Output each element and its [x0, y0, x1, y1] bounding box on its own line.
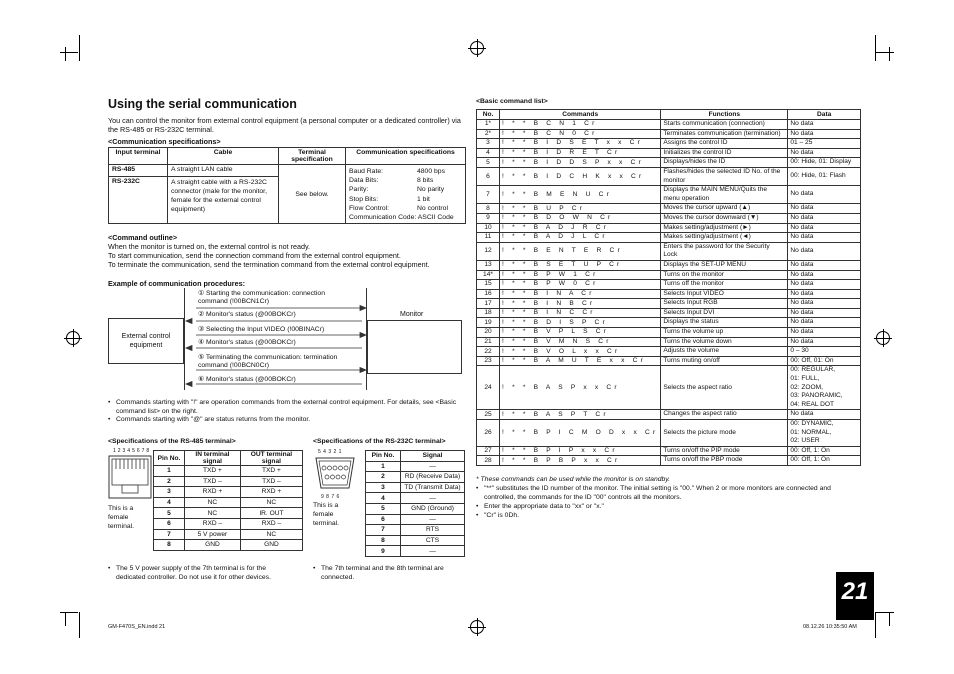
crop-mark [79, 35, 80, 61]
command-function: Displays the SET-UP MENU [661, 260, 788, 270]
command-function: Initializes the control ID [661, 148, 788, 158]
command-row [477, 456, 861, 466]
command-code: ! * * B S E T U P Cr [500, 260, 661, 270]
command-code: ! * * B P W 1 Cr [500, 270, 661, 280]
command-function: Makes setting/adjustment (◄) [661, 233, 788, 243]
command-data: 0 – 30 [788, 347, 861, 357]
command-code: ! * * B P I P x x Cr [500, 446, 661, 456]
command-data: 00: DYNAMIC, 01: NORMAL, 02: USER [788, 420, 861, 447]
command-data: No data [788, 148, 861, 158]
command-no: 3 [477, 139, 500, 149]
note-left: Commands starting with "@" are status returns from the monitor. [116, 416, 311, 423]
registration-mark-icon [66, 331, 80, 345]
crop-mark [889, 612, 890, 626]
crop-mark [875, 612, 876, 638]
command-code: ! * * B U P Cr [500, 204, 661, 214]
command-code: ! * * B A D J L Cr [500, 233, 661, 243]
command-data: No data [788, 299, 861, 309]
command-row [477, 148, 861, 158]
rs232-note: The 7th terminal and the 8th terminal are connected. [321, 565, 444, 581]
command-row [477, 308, 861, 318]
command-no: 22 [477, 347, 500, 357]
external-control-box: External control equipment [108, 318, 184, 364]
outline-heading: <Command outline> [108, 233, 178, 242]
command-data: No data [788, 337, 861, 347]
command-function: Adjusts the volume [661, 347, 788, 357]
command-no: 1* [477, 120, 500, 130]
command-row [477, 446, 861, 456]
command-code: ! * * B I D C H K x x Cr [500, 167, 661, 185]
command-row [477, 260, 861, 270]
command-code: ! * * B M E N U Cr [500, 186, 661, 204]
cable-cell: A straight cable with a RS-232C connector (male for the monitor, female for the external control equipment) [168, 177, 279, 224]
command-function: Turns off the monitor [661, 280, 788, 290]
rs232-bottom-pins: 9 8 7 6 [321, 494, 340, 500]
command-data: 00: Off, 1: On [788, 456, 861, 466]
command-data: No data [788, 213, 861, 223]
command-data: No data [788, 186, 861, 204]
command-data: No data [788, 308, 861, 318]
command-function: Changes the aspect ratio [661, 410, 788, 420]
command-code: ! * * B I N C Cr [500, 308, 661, 318]
crop-mark [60, 612, 78, 613]
note-xx: Enter the appropriate data to "xx" or "x." [484, 502, 604, 510]
outline-text: When the monitor is turned on, the external control is not ready. To start communication, send the connection command from the external control equipment. To terminate the communication, send the termination command from the external control equipment. [108, 242, 430, 270]
command-code: ! * * B C N 0 Cr [500, 129, 661, 139]
crop-mark [65, 612, 66, 626]
command-row [477, 356, 861, 366]
command-no: 12 [477, 242, 500, 260]
step-6: ⑥ Monitor's status (@00BOKCr) [198, 376, 296, 383]
command-no: 18 [477, 308, 500, 318]
terminal-cell: RS-232C [109, 177, 168, 224]
command-no: 26 [477, 420, 500, 447]
command-code: ! * * B V P L S Cr [500, 328, 661, 338]
rs485-note: The 5 V power supply of the 7th terminal is for the dedicated controller. Do not use it for other devices. [116, 565, 271, 581]
command-no: 7 [477, 186, 500, 204]
cmd-list-heading: <Basic command list> [476, 98, 548, 105]
crop-mark [60, 52, 78, 53]
command-function: Displays/hides the ID [661, 158, 788, 168]
comm-spec-heading: <Communication specifications> [108, 137, 221, 146]
command-row [477, 242, 861, 260]
command-function: Turns on/off the PIP mode [661, 446, 788, 456]
col-header: Input terminal [109, 148, 168, 165]
command-code: ! * * B I D D S P x x Cr [500, 158, 661, 168]
note-standby: * These commands can be used while the monitor is on standby. [476, 476, 671, 483]
step-2: ② Monitor's status (@00BOKCr) [198, 311, 296, 318]
command-code: ! * * B A S P T Cr [500, 410, 661, 420]
command-table: No. Commands Functions Data 1* ! * * B C N 1 Cr Starts communication (connection) No data 2* ! * * B C N 0 Cr Terminates communication (termination) No data 3 ! * * B I D S E T x x Cr Assigns the control ID 01 – 25 4 ! * * B I D R E T Cr Initializes the control ID No data 5 ! * * B I D D S P x x Cr Displays/hides the ID 00: Hide, 01: Display 6 ! * * B I D C H K x x Cr Flashes/hides the selected ID No. of the monitor 00: Hide, 01: Flash 7 ! * * B M E N U Cr Displays the MAIN MENU/Quits the menu operation No data 8 ! * * B U P Cr Moves the cursor upward (▲) No data 9 ! * * B D O W N Cr Moves the cursor downward (▼) No data 10 ! * * B A D J R Cr Makes setting/adjustment (►) No data 11 ! * * B A D J L Cr Makes setting/adjustment (◄) No data 12 ! * * B E N T E R Cr Enters the password for the Security Lock No data 13 ! * * B S E T U P Cr Displays the SET-UP MENU No data 14* ! * * B P W 1 Cr Turns on the monitor No data 15 ! * * B P W 0 Cr Turns off the monitor No data 16 ! * * B I N A Cr Selects Input VIDEO No data 17 ! * * B I N B Cr Selects Input RGB No data 18 ! * * B I N C Cr Selects Input DVI No data 19 ! * * B D I S P Cr Displays the status No data 20 ! * * B V P L S Cr Turns the volume up No data 21 ! * * B V M N S Cr Turns the volume down No data 22 ! * * B V O L x x Cr Adjusts the volume 0 – 30 23 ! * * B A M U T E x x Cr Turns muting on/off 00: Off, 01: On 24 ! * * B A S P x x Cr Selects the aspect ratio 00: REGULAR, 01: FULL, 02: ZOOM, 03: PANORAMIC, 04: REAL DOT 25 ! * * B A S P T Cr Changes the aspect ratio No data 26 ! * * B P I C M O D x x Cr Selects the picture mode 00: DYNAMIC, 01: NORMAL, 02: USER 27 ! * * B P I P x x Cr Turns on/off the PIP mode 00: Off, 1: On 28 ! * * B P B P x x Cr Turns on/off the PBP mode 00: Off, 1: On [476, 109, 861, 466]
col-header: Cable [168, 148, 279, 165]
command-data: No data [788, 233, 861, 243]
command-data: 01 – 25 [788, 139, 861, 149]
command-no: 10 [477, 223, 500, 233]
command-no: 11 [477, 233, 500, 243]
rs232-caption: This is a female terminal. [313, 502, 340, 527]
cable-cell: A straight LAN cable [168, 165, 279, 177]
command-no: 27 [477, 446, 500, 456]
command-no: 5 [477, 158, 500, 168]
command-no: 9 [477, 213, 500, 223]
command-no: 17 [477, 299, 500, 309]
registration-mark-icon [470, 620, 484, 634]
command-data: No data [788, 410, 861, 420]
footer-left: GM-F470S_EN.indd 21 [108, 624, 166, 630]
command-code: ! * * B P B P x x Cr [500, 456, 661, 466]
col-header: Terminal specification [279, 148, 346, 165]
command-code: ! * * B V O L x x Cr [500, 347, 661, 357]
command-function: Starts communication (connection) [661, 120, 788, 130]
command-row [477, 213, 861, 223]
monitor-label: Monitor [400, 311, 424, 318]
step-5: ⑤ Terminating the communication: termination command (!00BCN0Cr) [198, 354, 338, 370]
command-data: No data [788, 318, 861, 328]
rs485-caption: This is a female terminal. [108, 505, 135, 530]
command-function: Displays the status [661, 318, 788, 328]
command-row [477, 289, 861, 299]
command-function: Moves the cursor upward (▲) [661, 204, 788, 214]
command-data: No data [788, 289, 861, 299]
command-no: 28 [477, 456, 500, 466]
command-data: No data [788, 260, 861, 270]
example-heading: Example of communication procedures: [108, 279, 245, 288]
crop-mark [79, 612, 80, 638]
monitor-box [367, 320, 462, 374]
command-row [477, 318, 861, 328]
page-number: 21 [836, 572, 874, 620]
command-function: Terminates communication (termination) [661, 129, 788, 139]
command-row [477, 280, 861, 290]
command-function: Enters the password for the Security Lock [661, 242, 788, 260]
rs485-connector-icon [108, 455, 152, 499]
command-function: Selects the picture mode [661, 420, 788, 447]
crop-mark [876, 52, 894, 53]
command-code: ! * * B D O W N Cr [500, 213, 661, 223]
note-left: Commands starting with "!" are operation commands from the external control equipment. For details, see <Basic command list> on the right. [116, 399, 457, 415]
command-row [477, 299, 861, 309]
communication-spec-table [108, 147, 466, 224]
step-4: ④ Monitor's status (@00BOKCr) [198, 339, 296, 346]
comm-spec-cell: Baud Rate: 4800 bps Data Bits: 8 bits Parity: No parity Stop Bits: 1 bit Flow Control: No control Communication Code: ASCII Code [346, 165, 466, 224]
step-3: ③ Selecting the Input VIDEO (!00BINACr) [198, 326, 325, 333]
note-id: "**" substitutes the ID number of the monitor. The initial setting is "00." When 2 or more monitors are connected and controlled, the commands for the ID "00" controls all the monitors. [484, 484, 831, 501]
command-no: 15 [477, 280, 500, 290]
command-data: No data [788, 223, 861, 233]
command-row [477, 270, 861, 280]
rs232-connector-icon [313, 455, 357, 495]
command-code: ! * * B C N 1 Cr [500, 120, 661, 130]
registration-mark-icon [470, 41, 484, 55]
terminal-cell: RS-485 [109, 165, 168, 177]
command-data: 00: Hide, 01: Display [788, 158, 861, 168]
command-code: ! * * B D I S P Cr [500, 318, 661, 328]
terminal-spec-cell: See below. [279, 165, 346, 224]
command-function: Turns muting on/off [661, 356, 788, 366]
command-data: No data [788, 242, 861, 260]
command-row [477, 233, 861, 243]
crop-mark [65, 47, 66, 61]
command-row [477, 410, 861, 420]
col-header: Communication specifications [346, 148, 466, 165]
command-code: ! * * B A D J R Cr [500, 223, 661, 233]
command-no: 14* [477, 270, 500, 280]
command-function: Moves the cursor downward (▼) [661, 213, 788, 223]
rs232-pin-table: Pin No. Signal 1 — 2 RD (Receive Data) 3 TD (Transmit Data) 4 — 5 GND (Ground) 6 — 7 RTS 8 CTS 9 — [365, 450, 465, 557]
rs232-top-pins: 5 4 3 2 1 [318, 449, 342, 455]
command-data: No data [788, 280, 861, 290]
crop-mark [875, 35, 876, 61]
command-code: ! * * B E N T E R Cr [500, 242, 661, 260]
intro-text: You can control the monitor from external control equipment (a personal computer or a dedicated controller) via the RS-485 or RS-232C terminal. [108, 116, 461, 135]
footer-right: 08.12.26 10:35:50 AM [803, 624, 857, 630]
command-data: No data [788, 204, 861, 214]
command-code: ! * * B P W 0 Cr [500, 280, 661, 290]
step-1: ① Starting the communication: connection command (!00BCN1Cr) [198, 290, 325, 306]
command-function: Selects the aspect ratio [661, 366, 788, 410]
command-function: Turns the volume down [661, 337, 788, 347]
right-notes: * These commands can be used while the monitor is on standby. • "**" substitutes the ID number of the monitor. The initial setting is "00." When 2 or more monitors are connected and controlled, the commands for the ID "00" controls all the monitors. • Enter the appropriate data to "xx" or "x." • "Cr" is 0Dh. [476, 476, 861, 521]
command-code: ! * * B P I C M O D x x Cr [500, 420, 661, 447]
command-row [477, 139, 861, 149]
rs485-pin-numbers: 1 2 3 4 5 6 7 8 [113, 448, 150, 454]
command-no: 2* [477, 129, 500, 139]
command-code: ! * * B I D R E T Cr [500, 148, 661, 158]
command-no: 20 [477, 328, 500, 338]
command-function: Selects Input RGB [661, 299, 788, 309]
command-data: No data [788, 328, 861, 338]
command-row [477, 337, 861, 347]
command-no: 13 [477, 260, 500, 270]
command-function: Selects Input DVI [661, 308, 788, 318]
command-row [477, 158, 861, 168]
command-no: 21 [477, 337, 500, 347]
command-row [477, 366, 861, 410]
command-no: 19 [477, 318, 500, 328]
command-row [477, 347, 861, 357]
command-row [477, 186, 861, 204]
crop-mark [876, 612, 894, 613]
rs485-pin-table: Pin No. IN terminal signal OUT terminal signal 1 TXD + TXD + 2 TXD – TXD – 3 RXD + RXD + 4 NC NC 5 NC IR. OUT 6 RXD – RXD – 7 5 V power NC 8 GND GND [153, 450, 303, 551]
rs232-heading: <Specifications of the RS-232C terminal> [313, 438, 446, 445]
command-code: ! * * B A M U T E x x Cr [500, 356, 661, 366]
command-no: 4 [477, 148, 500, 158]
command-data: 00: REGULAR, 01: FULL, 02: ZOOM, 03: PANORAMIC, 04: REAL DOT [788, 366, 861, 410]
command-row [477, 204, 861, 214]
command-code: ! * * B I N A Cr [500, 289, 661, 299]
command-function: Flashes/hides the selected ID No. of the monitor [661, 167, 788, 185]
command-function: Selects Input VIDEO [661, 289, 788, 299]
command-no: 16 [477, 289, 500, 299]
command-no: 6 [477, 167, 500, 185]
command-code: ! * * B I D S E T x x Cr [500, 139, 661, 149]
command-no: 8 [477, 204, 500, 214]
command-function: Displays the MAIN MENU/Quits the menu operation [661, 186, 788, 204]
crop-mark [889, 47, 890, 61]
command-function: Turns the volume up [661, 328, 788, 338]
command-row [477, 328, 861, 338]
command-no: 24 [477, 366, 500, 410]
command-data: 00: Hide, 01: Flash [788, 167, 861, 185]
command-function: Makes setting/adjustment (►) [661, 223, 788, 233]
command-data: No data [788, 129, 861, 139]
page-title: Using the serial communication [108, 97, 297, 111]
command-data: No data [788, 120, 861, 130]
command-function: Turns on/off the PBP mode [661, 456, 788, 466]
note-cr: "Cr" is 0Dh. [484, 511, 520, 519]
command-data: 00: Off, 01: On [788, 356, 861, 366]
command-row [477, 129, 861, 139]
command-code: ! * * B A S P x x Cr [500, 366, 661, 410]
registration-mark-icon [876, 331, 890, 345]
command-row [477, 223, 861, 233]
command-code: ! * * B I N B Cr [500, 299, 661, 309]
command-code: ! * * B V M N S Cr [500, 337, 661, 347]
command-no: 25 [477, 410, 500, 420]
command-no: 23 [477, 356, 500, 366]
command-row [477, 167, 861, 185]
command-row [477, 420, 861, 447]
command-row [477, 120, 861, 130]
command-function: Turns on the monitor [661, 270, 788, 280]
command-data: No data [788, 270, 861, 280]
rs485-heading: <Specifications of the RS-485 terminal> [108, 438, 236, 445]
command-data: 00: Off, 1: On [788, 446, 861, 456]
command-function: Assigns the control ID [661, 139, 788, 149]
